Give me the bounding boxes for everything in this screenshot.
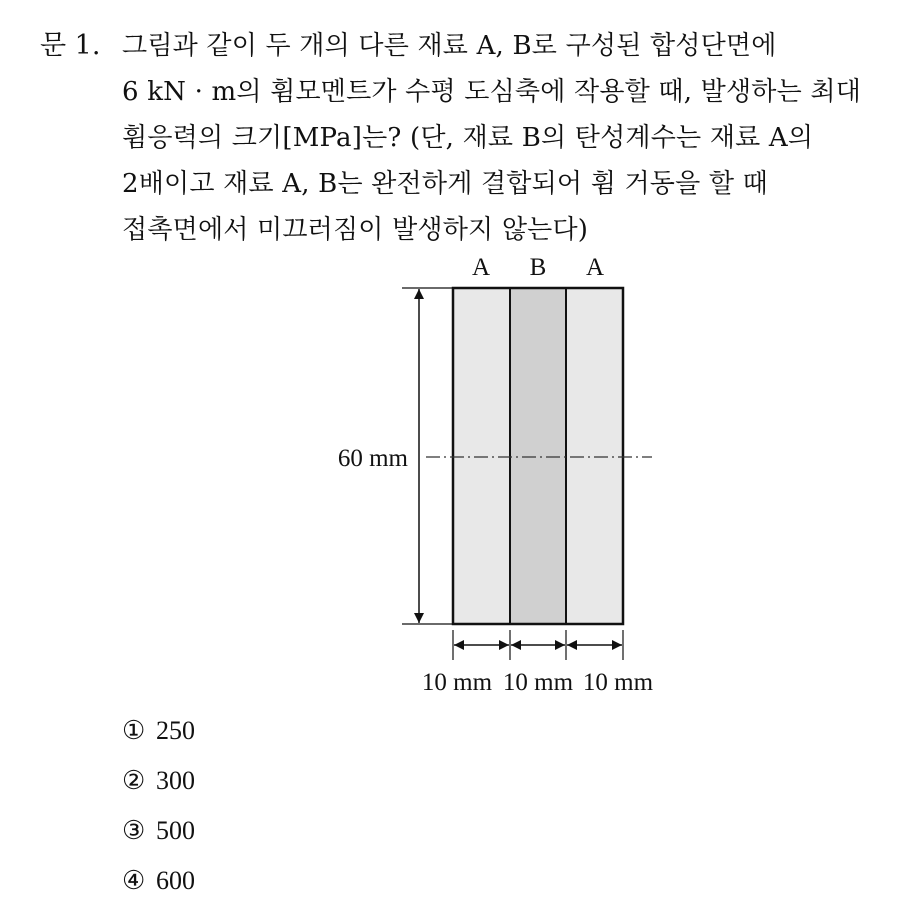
question-text-line-5: 접촉면에서 미끄러짐이 발생하지 않는다) xyxy=(122,215,589,245)
choice-2-mark: ② xyxy=(122,766,146,795)
choice-3-value: 500 xyxy=(156,816,195,845)
question-text-line-2: 6 kN · m의 휨모멘트가 수평 도심축에 작용할 때, 발생하는 최대 xyxy=(122,77,862,107)
material-label-b: B xyxy=(529,254,547,281)
choice-1-value: 250 xyxy=(156,716,195,745)
material-b-strip xyxy=(510,288,566,624)
height-dimension-label: 60 mm xyxy=(337,445,408,472)
width-label-a-left: 10 mm xyxy=(421,669,493,696)
choice-4-value: 600 xyxy=(156,866,195,895)
choice-3-mark: ③ xyxy=(122,816,146,845)
question-text-line-1: 그림과 같이 두 개의 다른 재료 A, B로 구성된 합성단면에 xyxy=(122,31,777,61)
question-text-line-4: 2배이고 재료 A, B는 완전하게 결합되어 휨 거동을 할 때 xyxy=(122,169,768,199)
width-label-b: 10 mm xyxy=(502,669,574,696)
material-a-left-strip xyxy=(453,288,510,624)
choice-2-value: 300 xyxy=(156,766,195,795)
choice-4[interactable] xyxy=(122,856,195,906)
width-label-a-right: 10 mm xyxy=(582,669,654,696)
question-text-line-3: 휨응력의 크기[MPa]는? (단, 재료 B의 탄성계수는 재료 A의 xyxy=(122,123,814,153)
choice-3[interactable] xyxy=(122,806,195,856)
choice-2[interactable] xyxy=(122,756,195,806)
choice-4-mark: ④ xyxy=(122,866,146,895)
material-label-a-left: A xyxy=(471,254,491,281)
choice-1-mark: ① xyxy=(122,716,146,745)
answer-choices xyxy=(122,706,195,906)
choice-1[interactable] xyxy=(122,706,195,756)
question-number: 문 1. xyxy=(40,30,101,61)
material-label-a-right: A xyxy=(585,254,605,281)
material-a-right-strip xyxy=(566,288,623,624)
